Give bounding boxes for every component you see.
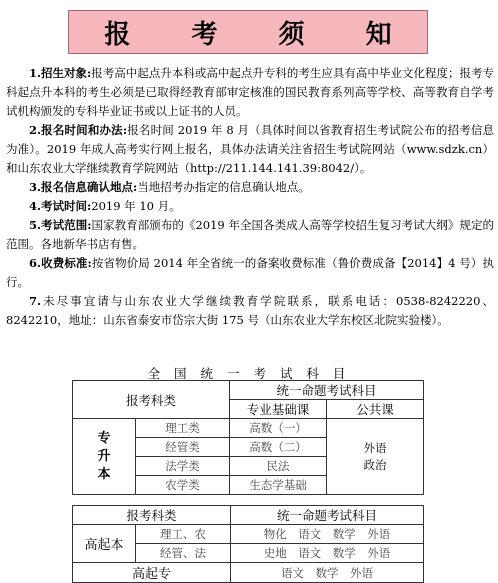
table1-header-basic: 专业基础课 <box>230 400 327 419</box>
notice-item-3: 3.报名信息确认地点:当地招考办指定的信息确认地点。 <box>29 180 310 194</box>
table-cell: 理工类 <box>136 419 230 438</box>
notice-title-banner <box>68 10 428 54</box>
table-cell: 经管、法 <box>136 544 231 563</box>
notice-item-2: 2.报名时间和办法:报名时间 2019 年 8 月（具体时间以省教育招生考试院公布的招考信息为准）。2019 年成人高考实行网上报名，具体办法请关注省招生考试院网站（www.sdzk.cn）和山东农业大学继续教育学院网站（http://211.144.141.39:8042/）。 <box>6 123 494 175</box>
table2-group-gqb: 高起本 <box>73 525 136 563</box>
notice-title: 报 考 须 知 <box>104 19 418 50</box>
table-cell: 法学类 <box>136 457 230 476</box>
notice-item-1: 1.招生对象:报考高中起点升本科或高中起点升专科的考生应具有高中毕业文化程度；报考专科起点升本科的考生必须是已取得经教育部审定核准的国民教育系列高等学校、高等教育自学考试机构颁发的专科毕业证书或以上证书的人员。 <box>6 66 494 118</box>
table-cell: 高数（一） <box>230 419 327 438</box>
exam-subjects-title: 全 国 统 一 考 试 科 目 <box>147 366 351 381</box>
table2-header-category: 报考科类 <box>73 506 231 525</box>
upgrade-subjects-table <box>72 380 424 495</box>
notice-item-4: 4.考试时间:2019 年 10 月。 <box>29 199 181 213</box>
table-cell: 语文 数学 外语 <box>231 563 424 583</box>
notice-item-5: 5.考试范围:国家教育部颁布的《2019 年全国各类成人高等学校招生复习考试大纲》规定的范围。各地新华书店有售。 <box>6 218 495 251</box>
table-cell: 农学类 <box>136 476 230 495</box>
notice-items <box>6 64 494 330</box>
table-cell: 物化 语文 数学 外语 <box>231 525 424 544</box>
table1-header-public: 公共课 <box>327 400 424 419</box>
notice-item-7: 7.未尽事宜请与山东农业大学继续教育学院联系，联系电话：0538-8242220、8242210，地址：山东省泰安市岱宗大街 175 号（山东农业大学东校区北院实验楼）。 <box>6 294 494 327</box>
table2-header-unified: 统一命题考试科目 <box>231 506 424 525</box>
table1-header-category: 报考科类 <box>73 381 230 419</box>
table-cell: 生态学基础 <box>230 476 327 495</box>
table1-header-unified: 统一命题考试科目 <box>230 381 424 400</box>
table-cell: 高数（二） <box>230 438 327 457</box>
table-cell: 理工、农 <box>136 525 231 544</box>
table-cell: 经管类 <box>136 438 230 457</box>
table1-group-label: 专 升 本 <box>73 419 136 495</box>
table2-group-gqz: 高起专 <box>73 563 231 583</box>
table-cell: 民法 <box>230 457 327 476</box>
notice-item-6: 6.收费标准:按省物价局 2014 年全省统一的备案收费标准（鲁价费成备【2014】4 号）执行。 <box>6 256 494 289</box>
table-cell: 史地 语文 数学 外语 <box>231 544 424 563</box>
direct-subjects-table <box>72 505 424 583</box>
table1-public-subjects: 外语 政治 <box>327 419 424 495</box>
